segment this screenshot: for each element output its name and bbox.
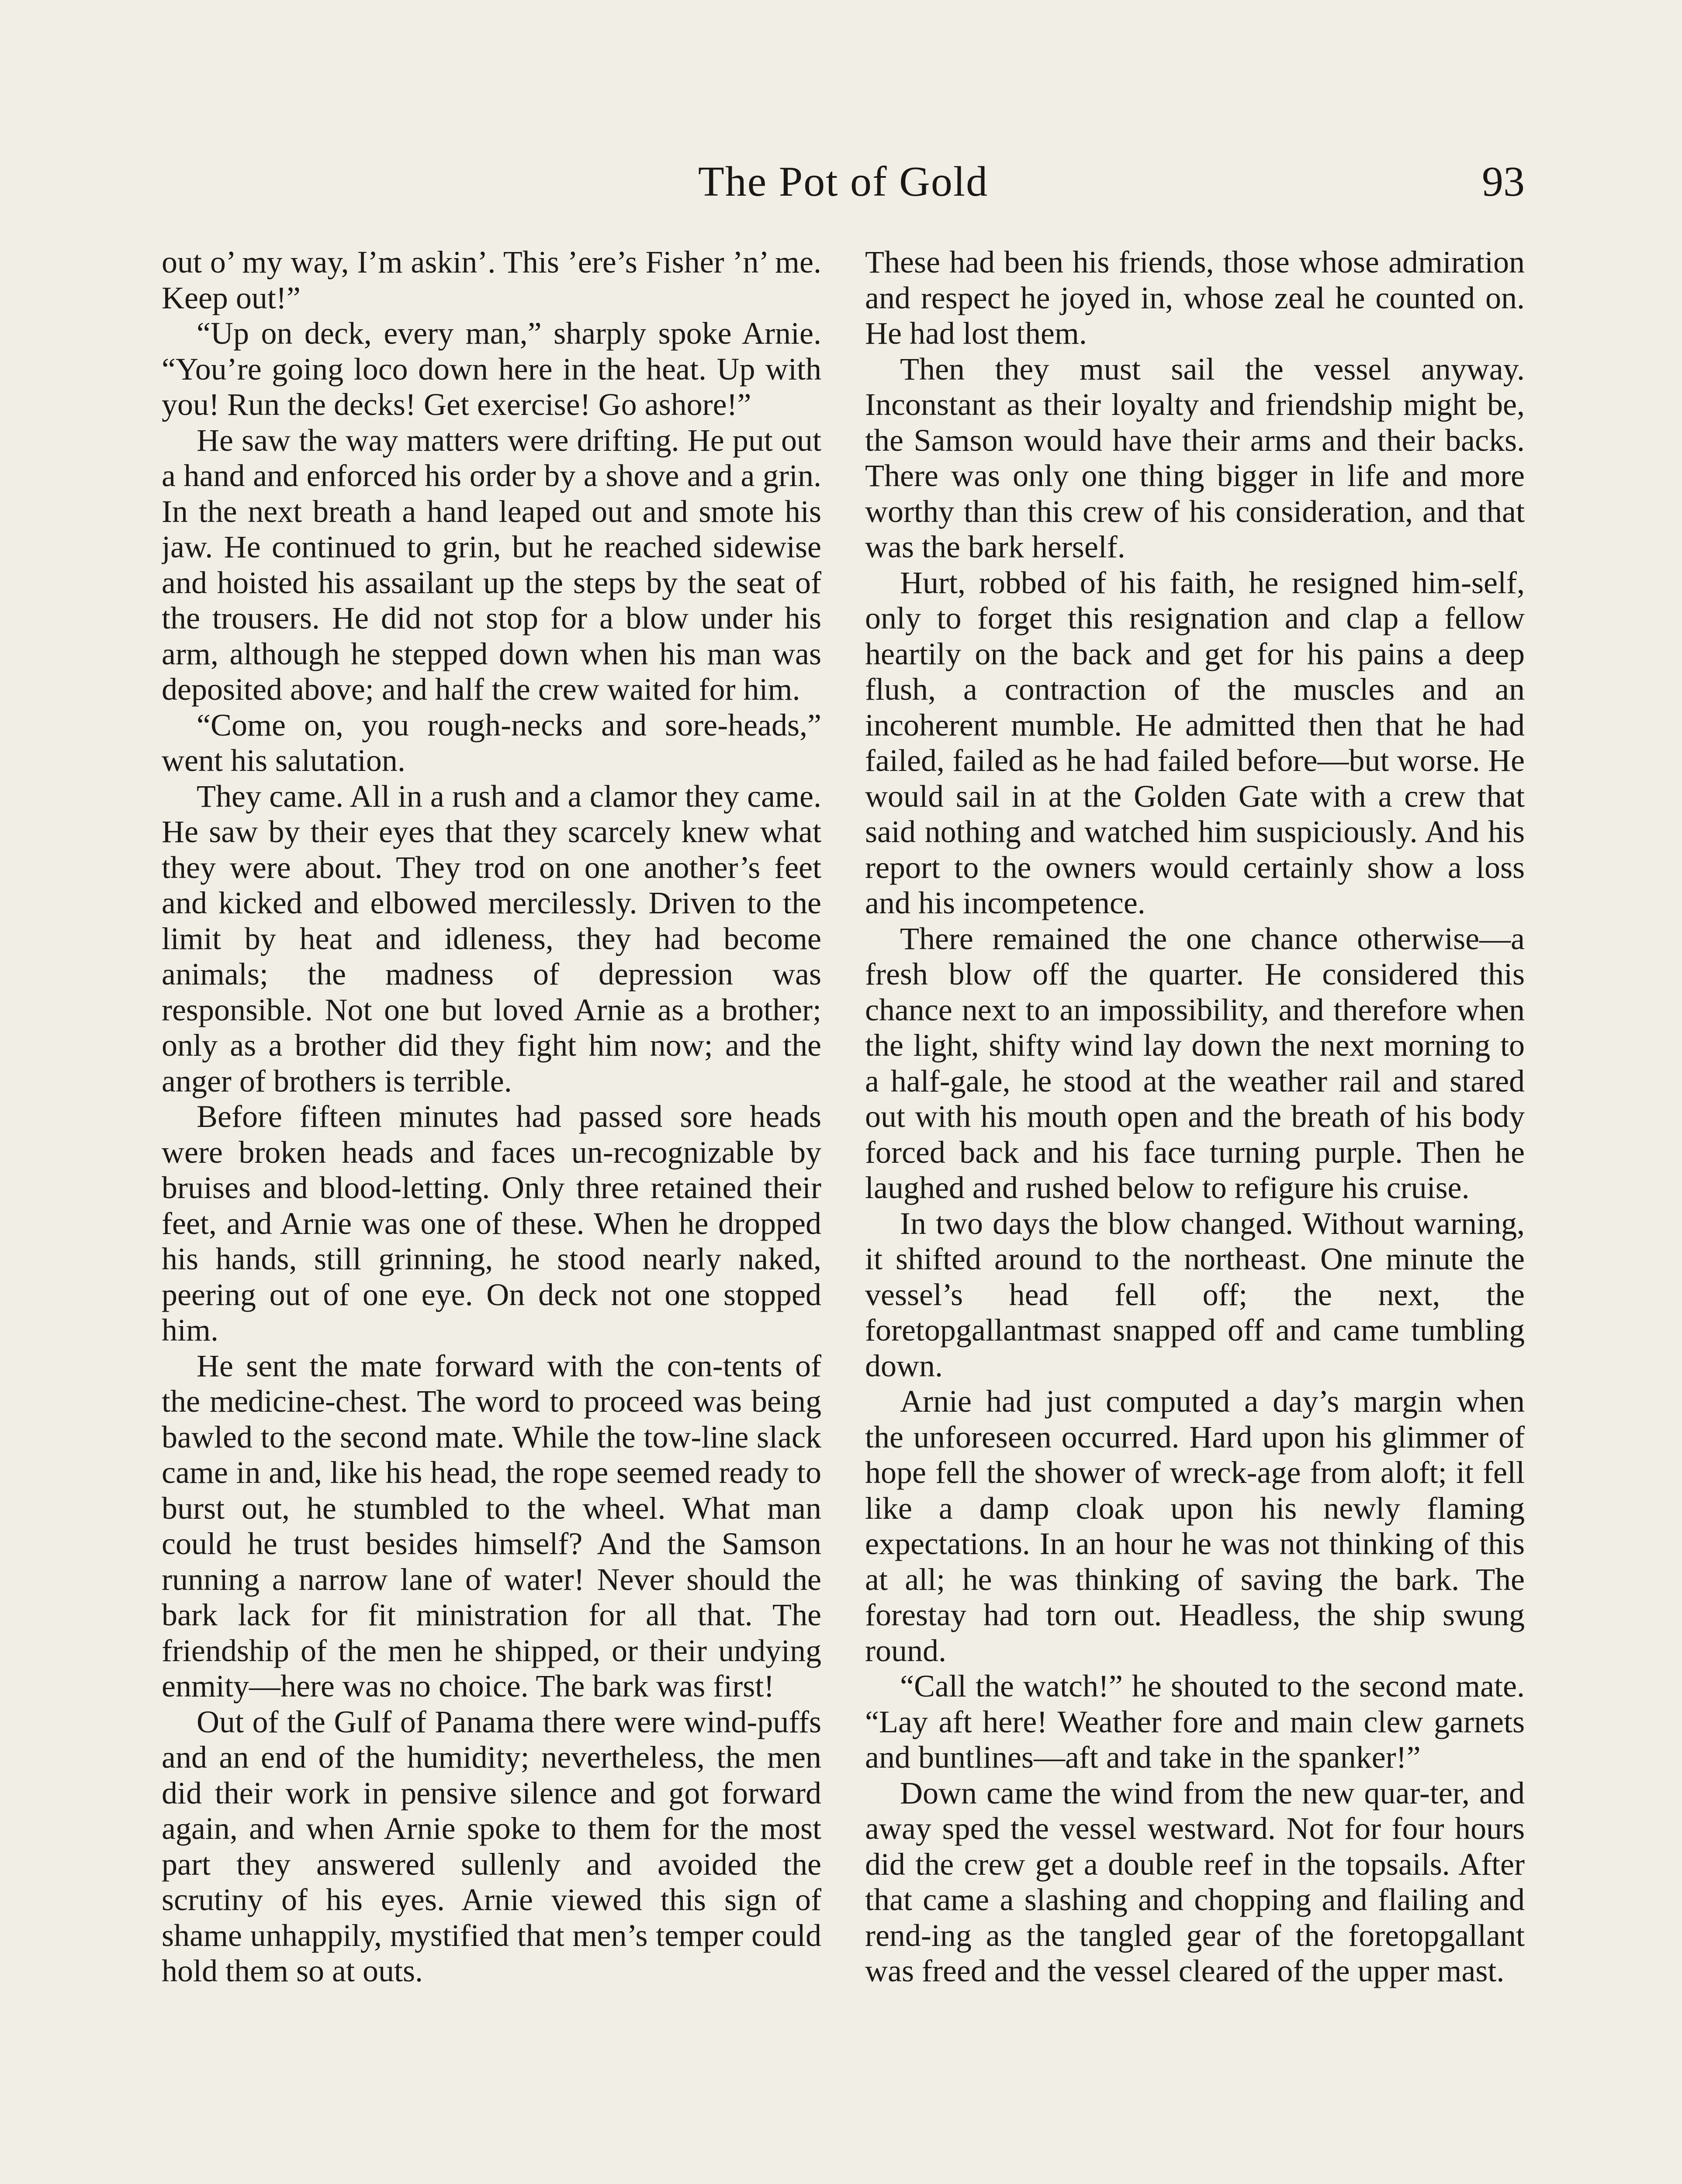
paragraph: These had been his friends, those whose admiration and respect he joyed in, whose zeal he counted on. He had lost them. (865, 245, 1525, 351)
paragraph: Down came the wind from the new quar-ter, and away sped the vessel westward. Not for four hours did the crew get a double reef in the topsails. After that came a slashing and chopping and flailing and rend-ing as the tangled gear of the foretopgallant was freed and the vessel cleared of the upper mast. (865, 1775, 1525, 1988)
right-column (865, 245, 1525, 2184)
paragraph: He saw the way matters were drifting. He put out a hand and enforced his order by a shove and a grin. In the next breath a hand leaped out and smote his jaw. He continued to grin, but he reached sidewise and hoisted his assailant up the steps by the seat of the trousers. He did not stop for a blow under his arm, although he stepped down when his man was deposited above; and half the crew waited for him. (162, 422, 821, 707)
paragraph: There remained the one chance otherwise—a fresh blow off the quarter. He considered this chance next to an impossibility, and therefore when the light, shifty wind lay down the next morning to a half-gale, he stood at the weather rail and stared out with his mouth open and the breath of his body forced back and his face turning purple. Then he laughed and rushed below to refigure his cruise. (865, 921, 1525, 1205)
paragraph: Out of the Gulf of Panama there were wind-puffs and an end of the humidity; nevertheless, the men did their work in pensive silence and got forward again, and when Arnie spoke to them for the most part they answered sullenly and avoided the scrutiny of his eyes. Arnie viewed this sign of shame unhappily, mystified that men’s temper could hold them so at outs. (162, 1704, 821, 1988)
paragraph: Then they must sail the vessel anyway. Inconstant as their loyalty and friendship might be, the Samson would have their arms and their backs. There was only one thing bigger in life and more worthy than this crew of his consideration, and that was the bark herself. (865, 351, 1525, 564)
page-number: 93 (1482, 158, 1525, 205)
paragraph: “Up on deck, every man,” sharply spoke Arnie. “You’re going loco down here in the heat. Up with you! Run the decks! Get exercise! Go ashore!” (162, 316, 821, 422)
paragraph: They came. All in a rush and a clamor they came. He saw by their eyes that they scarcely knew what they were about. They trod on one another’s feet and kicked and elbowed mercilessly. Driven to the limit by heat and idleness, they had become animals; the madness of depression was responsible. Not one but loved Arnie as a brother; only as a brother did they fight him now; and the anger of brothers is terrible. (162, 778, 821, 1099)
paragraph: In two days the blow changed. Without warning, it shifted around to the northeast. One minute the vessel’s head fell off; the next, the foretopgallantmast snapped off and came tumbling down. (865, 1206, 1525, 1383)
paragraph: out o’ my way, I’m askin’. This ’ere’s Fisher ’n’ me. Keep out!” (162, 245, 821, 315)
page-header (162, 157, 1525, 214)
running-title: The Pot of Gold (698, 158, 989, 205)
paragraph: He sent the mate forward with the con-tents of the medicine-chest. The word to proceed was being bawled to the second mate. While the tow-line slack came in and, like his head, the rope seemed ready to burst out, he stumbled to the wheel. What man could he trust besides himself? And the Samson running a narrow lane of water! Never should the bark lack for fit ministration for all that. The friendship of the men he shipped, or their undying enmity—here was no choice. The bark was first! (162, 1348, 821, 1704)
paragraph: “Call the watch!” he shouted to the second mate. “Lay aft here! Weather fore and main clew garnets and buntlines—aft and take in the spanker!” (865, 1669, 1525, 1775)
paragraph: Before fifteen minutes had passed sore heads were broken heads and faces un-recognizable by bruises and blood-letting. Only three retained their feet, and Arnie was one of these. When he dropped his hands, still grinning, he stood nearly naked, peering out of one eye. On deck not one stopped him. (162, 1099, 821, 1348)
text-columns (162, 245, 1525, 2184)
left-column (162, 245, 821, 2184)
paragraph: “Come on, you rough-necks and sore-heads,” went his salutation. (162, 707, 821, 778)
paragraph: Arnie had just computed a day’s margin when the unforeseen occurred. Hard upon his glimmer of hope fell the shower of wreck-age from aloft; it fell like a damp cloak upon his newly flaming expectations. In an hour he was not thinking of this at all; he was thinking of saving the bark. The forestay had torn out. Headless, the ship swung round. (865, 1384, 1525, 1668)
paragraph: Hurt, robbed of his faith, he resigned him-self, only to forget this resignation and clap a fellow heartily on the back and get for his pains a deep flush, a contraction of the muscles and an incoherent mumble. He admitted then that he had failed, failed as he had failed before—but worse. He would sail in at the Golden Gate with a crew that said nothing and watched him suspiciously. And his report to the owners would certainly show a loss and his incompetence. (865, 565, 1525, 920)
